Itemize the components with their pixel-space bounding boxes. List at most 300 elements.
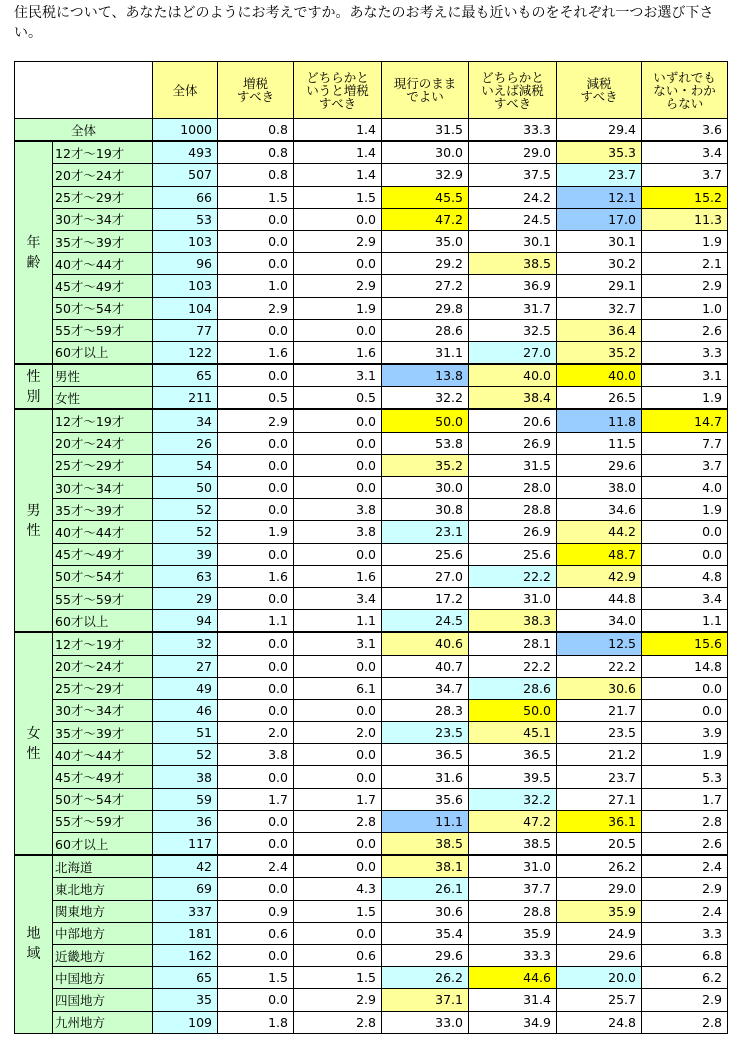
table-row: [15, 1011, 728, 1033]
value-cell: 25.6: [469, 543, 557, 565]
value-cell: 0.0: [218, 810, 294, 832]
value-cell: 1.5: [294, 967, 382, 989]
row-label: 25才～29才: [53, 454, 153, 476]
value-cell: 31.4: [469, 989, 557, 1011]
value-cell: 2.9: [294, 230, 382, 252]
value-cell: 14.8: [642, 655, 728, 677]
value-cell: 3.9: [642, 722, 728, 744]
value-cell: 31.0: [469, 855, 557, 878]
sample-size-cell: 63: [153, 565, 218, 587]
value-cell: 0.0: [218, 766, 294, 788]
value-cell: 29.6: [382, 944, 469, 966]
row-label: 60才以上: [53, 833, 153, 856]
row-label: 50才～54才: [53, 565, 153, 587]
value-cell: 2.1: [642, 253, 728, 275]
value-cell: 47.2: [469, 810, 557, 832]
column-header: いずれでも ない・わか らない: [642, 62, 728, 119]
question-text: 住民税について、あなたはどのようにお考えですか。あなたのお考えに最も近いものをそれぞれ一つお選び下さい。: [14, 5, 714, 41]
table-row: [15, 655, 728, 677]
value-cell: 3.1: [294, 364, 382, 387]
table-row: [15, 587, 728, 609]
sample-size-cell: 162: [153, 944, 218, 966]
row-label: 近畿地方: [53, 944, 153, 966]
value-cell: 28.0: [469, 477, 557, 499]
value-cell: 0.0: [218, 253, 294, 275]
table-row: [15, 319, 728, 341]
value-cell: 0.0: [294, 454, 382, 476]
table-row: [15, 632, 728, 655]
sample-size-cell: 109: [153, 1011, 218, 1033]
value-cell: 6.2: [642, 967, 728, 989]
value-cell: 50.0: [382, 409, 469, 432]
value-cell: 0.0: [294, 833, 382, 856]
value-cell: 0.0: [294, 543, 382, 565]
value-cell: 17.2: [382, 587, 469, 609]
value-cell: 33.0: [382, 1011, 469, 1033]
table-row: [15, 208, 728, 230]
total-label: 全体: [15, 119, 153, 142]
value-cell: 33.3: [469, 944, 557, 966]
value-cell: 3.4: [294, 587, 382, 609]
value-cell: 1.6: [218, 341, 294, 364]
value-cell: 40.7: [382, 655, 469, 677]
value-cell: 0.0: [294, 744, 382, 766]
value-cell: 36.5: [382, 744, 469, 766]
value-cell: 24.5: [469, 208, 557, 230]
value-cell: 35.2: [557, 341, 642, 364]
row-label: 35才～39才: [53, 499, 153, 521]
value-cell: 28.3: [382, 699, 469, 721]
table-row: [15, 409, 728, 432]
value-cell: 1.6: [294, 341, 382, 364]
value-cell: 0.0: [294, 409, 382, 432]
row-label: 60才以上: [53, 610, 153, 633]
value-cell: 0.5: [294, 387, 382, 410]
value-cell: 29.4: [557, 119, 642, 142]
row-label: 45才～49才: [53, 543, 153, 565]
value-cell: 45.1: [469, 722, 557, 744]
row-label: 45才～49才: [53, 766, 153, 788]
row-label: 30才～34才: [53, 699, 153, 721]
value-cell: 0.0: [218, 632, 294, 655]
column-header: どちらかと いうと増税 すべき: [294, 62, 382, 119]
value-cell: 35.6: [382, 788, 469, 810]
value-cell: 1.6: [218, 565, 294, 587]
value-cell: 44.8: [557, 587, 642, 609]
value-cell: 26.5: [557, 387, 642, 410]
value-cell: 15.6: [642, 632, 728, 655]
value-cell: 29.6: [557, 454, 642, 476]
value-cell: 34.6: [557, 499, 642, 521]
value-cell: 38.1: [382, 855, 469, 878]
value-cell: 36.4: [557, 319, 642, 341]
value-cell: 0.6: [294, 944, 382, 966]
value-cell: 0.5: [218, 387, 294, 410]
value-cell: 0.0: [294, 253, 382, 275]
value-cell: 38.5: [382, 833, 469, 856]
value-cell: 27.2: [382, 275, 469, 297]
value-cell: 1.1: [218, 610, 294, 633]
sample-size-cell: 94: [153, 610, 218, 633]
value-cell: 34.9: [469, 1011, 557, 1033]
header-row: [15, 62, 728, 119]
table-row: [15, 341, 728, 364]
table-row: [15, 297, 728, 319]
sample-size-cell: 46: [153, 699, 218, 721]
row-label: 東北地方: [53, 878, 153, 900]
value-cell: 3.1: [642, 364, 728, 387]
row-label: 45才～49才: [53, 275, 153, 297]
table-row: [15, 722, 728, 744]
value-cell: 28.1: [469, 632, 557, 655]
value-cell: 0.0: [218, 477, 294, 499]
value-cell: 31.1: [382, 341, 469, 364]
value-cell: 21.7: [557, 699, 642, 721]
table-row: [15, 230, 728, 252]
value-cell: 0.0: [642, 677, 728, 699]
value-cell: 36.9: [469, 275, 557, 297]
value-cell: 48.7: [557, 543, 642, 565]
value-cell: 37.7: [469, 878, 557, 900]
sample-size-cell: 54: [153, 454, 218, 476]
value-cell: 30.1: [469, 230, 557, 252]
value-cell: 1.9: [642, 230, 728, 252]
value-cell: 12.5: [557, 632, 642, 655]
row-label: 関東地方: [53, 900, 153, 922]
table-row: [15, 141, 728, 164]
value-cell: 38.5: [469, 253, 557, 275]
value-cell: 23.7: [557, 766, 642, 788]
total-row: [15, 119, 728, 142]
row-label: 50才～54才: [53, 297, 153, 319]
value-cell: 28.8: [469, 900, 557, 922]
sample-size-cell: 77: [153, 319, 218, 341]
row-label: 35才～39才: [53, 230, 153, 252]
sample-size-cell: 65: [153, 967, 218, 989]
value-cell: 1.7: [294, 788, 382, 810]
table-row: [15, 432, 728, 454]
value-cell: 24.9: [557, 922, 642, 944]
value-cell: 5.3: [642, 766, 728, 788]
table-row: [15, 186, 728, 208]
sample-size-cell: 50: [153, 477, 218, 499]
value-cell: 26.2: [382, 967, 469, 989]
sample-size-cell: 493: [153, 141, 218, 164]
value-cell: 26.1: [382, 878, 469, 900]
value-cell: 2.4: [642, 900, 728, 922]
value-cell: 0.0: [218, 432, 294, 454]
value-cell: 0.0: [218, 677, 294, 699]
row-label: 40才～44才: [53, 744, 153, 766]
row-label: 60才以上: [53, 341, 153, 364]
row-label: 30才～34才: [53, 208, 153, 230]
value-cell: 1.9: [642, 744, 728, 766]
value-cell: 0.0: [218, 944, 294, 966]
value-cell: 30.0: [382, 141, 469, 164]
value-cell: 1.5: [294, 900, 382, 922]
row-label: 50才～54才: [53, 788, 153, 810]
value-cell: 13.8: [382, 364, 469, 387]
table-row: [15, 944, 728, 966]
value-cell: 35.9: [557, 900, 642, 922]
value-cell: 1.7: [642, 788, 728, 810]
table-row: [15, 922, 728, 944]
value-cell: 2.0: [218, 722, 294, 744]
sample-size-cell: 52: [153, 521, 218, 543]
value-cell: 2.8: [642, 1011, 728, 1033]
table-row: [15, 565, 728, 587]
row-label: 55才～59才: [53, 319, 153, 341]
value-cell: 2.6: [642, 319, 728, 341]
value-cell: 15.2: [642, 186, 728, 208]
group-label: 性 別: [15, 364, 53, 409]
row-label: 40才～44才: [53, 521, 153, 543]
table-row: [15, 454, 728, 476]
value-cell: 45.5: [382, 186, 469, 208]
value-cell: 3.3: [642, 341, 728, 364]
value-cell: 35.2: [382, 454, 469, 476]
value-cell: 1.0: [218, 275, 294, 297]
row-label: 中国地方: [53, 967, 153, 989]
value-cell: 25.6: [382, 543, 469, 565]
value-cell: 2.4: [642, 855, 728, 878]
value-cell: 0.0: [218, 699, 294, 721]
value-cell: 1.5: [218, 967, 294, 989]
value-cell: 0.8: [218, 164, 294, 186]
value-cell: 38.3: [469, 610, 557, 633]
row-label: 四国地方: [53, 989, 153, 1011]
sample-size-cell: 59: [153, 788, 218, 810]
value-cell: 17.0: [557, 208, 642, 230]
group-label: 地 域: [15, 855, 53, 1033]
value-cell: 26.2: [557, 855, 642, 878]
value-cell: 2.9: [642, 878, 728, 900]
table-row: [15, 855, 728, 878]
column-header: どちらかと いえば減税 すべき: [469, 62, 557, 119]
sample-size-cell: 26: [153, 432, 218, 454]
sample-size-cell: 122: [153, 341, 218, 364]
value-cell: 34.0: [557, 610, 642, 633]
row-label: 12才～19才: [53, 632, 153, 655]
value-cell: 2.9: [218, 409, 294, 432]
value-cell: 39.5: [469, 766, 557, 788]
value-cell: 23.5: [382, 722, 469, 744]
value-cell: 23.7: [557, 164, 642, 186]
value-cell: 0.0: [294, 477, 382, 499]
sample-size-cell: 117: [153, 833, 218, 856]
value-cell: 0.0: [218, 655, 294, 677]
value-cell: 3.8: [294, 499, 382, 521]
value-cell: 1.9: [642, 387, 728, 410]
sample-size-cell: 1000: [153, 119, 218, 142]
value-cell: 2.8: [294, 810, 382, 832]
value-cell: 3.8: [294, 521, 382, 543]
sample-size-cell: 32: [153, 632, 218, 655]
value-cell: 0.0: [218, 364, 294, 387]
value-cell: 1.4: [294, 164, 382, 186]
value-cell: 24.2: [469, 186, 557, 208]
value-cell: 2.4: [218, 855, 294, 878]
value-cell: 0.0: [218, 587, 294, 609]
sample-size-cell: 66: [153, 186, 218, 208]
sample-size-cell: 39: [153, 543, 218, 565]
row-label: 20才～24才: [53, 655, 153, 677]
value-cell: 2.8: [642, 810, 728, 832]
value-cell: 0.0: [218, 543, 294, 565]
value-cell: 29.1: [557, 275, 642, 297]
value-cell: 2.9: [642, 989, 728, 1011]
value-cell: 32.5: [469, 319, 557, 341]
value-cell: 40.6: [382, 632, 469, 655]
value-cell: 11.8: [557, 409, 642, 432]
value-cell: 1.1: [294, 610, 382, 633]
value-cell: 20.0: [557, 967, 642, 989]
value-cell: 50.0: [469, 699, 557, 721]
row-label: 40才～44才: [53, 253, 153, 275]
value-cell: 32.2: [382, 387, 469, 410]
value-cell: 35.9: [469, 922, 557, 944]
row-label: 35才～39才: [53, 722, 153, 744]
table-row: [15, 810, 728, 832]
value-cell: 1.9: [294, 297, 382, 319]
value-cell: 29.0: [557, 878, 642, 900]
table-row: [15, 766, 728, 788]
sample-size-cell: 337: [153, 900, 218, 922]
table-row: [15, 275, 728, 297]
sample-size-cell: 49: [153, 677, 218, 699]
value-cell: 30.2: [557, 253, 642, 275]
value-cell: 30.8: [382, 499, 469, 521]
value-cell: 20.6: [469, 409, 557, 432]
value-cell: 22.2: [469, 655, 557, 677]
value-cell: 1.4: [294, 141, 382, 164]
row-label: 12才～19才: [53, 141, 153, 164]
value-cell: 23.5: [557, 722, 642, 744]
sample-size-cell: 35: [153, 989, 218, 1011]
value-cell: 33.3: [469, 119, 557, 142]
sample-size-cell: 27: [153, 655, 218, 677]
value-cell: 47.2: [382, 208, 469, 230]
table-row: [15, 543, 728, 565]
value-cell: 24.8: [557, 1011, 642, 1033]
value-cell: 4.0: [642, 477, 728, 499]
sample-size-cell: 96: [153, 253, 218, 275]
value-cell: 6.1: [294, 677, 382, 699]
value-cell: 31.5: [469, 454, 557, 476]
table-row: [15, 833, 728, 856]
header-blank-cell: [15, 62, 153, 119]
table-row: [15, 364, 728, 387]
value-cell: 30.6: [382, 900, 469, 922]
row-label: 20才～24才: [53, 164, 153, 186]
column-header: 現行のまま でよい: [382, 62, 469, 119]
value-cell: 1.6: [294, 565, 382, 587]
table-row: [15, 610, 728, 633]
value-cell: 12.1: [557, 186, 642, 208]
sample-size-cell: 34: [153, 409, 218, 432]
value-cell: 22.2: [557, 655, 642, 677]
row-label: 男性: [53, 364, 153, 387]
value-cell: 2.6: [642, 833, 728, 856]
value-cell: 0.0: [294, 855, 382, 878]
value-cell: 37.1: [382, 989, 469, 1011]
value-cell: 30.6: [557, 677, 642, 699]
sample-size-cell: 211: [153, 387, 218, 410]
value-cell: 25.7: [557, 989, 642, 1011]
table-row: [15, 900, 728, 922]
value-cell: 3.6: [642, 119, 728, 142]
value-cell: 0.0: [218, 989, 294, 1011]
value-cell: 35.0: [382, 230, 469, 252]
value-cell: 21.2: [557, 744, 642, 766]
value-cell: 0.0: [218, 833, 294, 856]
sample-size-cell: 507: [153, 164, 218, 186]
row-label: 25才～29才: [53, 186, 153, 208]
value-cell: 31.5: [382, 119, 469, 142]
value-cell: 29.0: [469, 141, 557, 164]
value-cell: 53.8: [382, 432, 469, 454]
value-cell: 31.6: [382, 766, 469, 788]
value-cell: 40.0: [469, 364, 557, 387]
value-cell: 6.8: [642, 944, 728, 966]
value-cell: 11.3: [642, 208, 728, 230]
row-label: 25才～29才: [53, 677, 153, 699]
value-cell: 2.9: [218, 297, 294, 319]
value-cell: 14.7: [642, 409, 728, 432]
table-row: [15, 788, 728, 810]
value-cell: 0.0: [218, 208, 294, 230]
value-cell: 26.9: [469, 521, 557, 543]
value-cell: 0.6: [218, 922, 294, 944]
value-cell: 0.0: [294, 699, 382, 721]
value-cell: 0.0: [294, 922, 382, 944]
value-cell: 38.4: [469, 387, 557, 410]
value-cell: 23.1: [382, 521, 469, 543]
value-cell: 2.9: [294, 275, 382, 297]
value-cell: 1.5: [294, 186, 382, 208]
value-cell: 0.8: [218, 141, 294, 164]
row-label: 北海道: [53, 855, 153, 878]
value-cell: 30.0: [382, 477, 469, 499]
table-row: [15, 744, 728, 766]
sample-size-cell: 103: [153, 230, 218, 252]
value-cell: 0.0: [218, 499, 294, 521]
table-row: [15, 387, 728, 410]
sample-size-cell: 38: [153, 766, 218, 788]
value-cell: 0.9: [218, 900, 294, 922]
row-label: 20才～24才: [53, 432, 153, 454]
sample-size-cell: 103: [153, 275, 218, 297]
row-label: 12才～19才: [53, 409, 153, 432]
column-header: 増税 すべき: [218, 62, 294, 119]
value-cell: 28.6: [382, 319, 469, 341]
value-cell: 42.9: [557, 565, 642, 587]
value-cell: 0.8: [218, 119, 294, 142]
value-cell: 36.5: [469, 744, 557, 766]
value-cell: 38.0: [557, 477, 642, 499]
value-cell: 0.0: [642, 543, 728, 565]
value-cell: 11.1: [382, 810, 469, 832]
value-cell: 27.0: [382, 565, 469, 587]
value-cell: 31.7: [469, 297, 557, 319]
value-cell: 0.0: [294, 208, 382, 230]
value-cell: 38.5: [469, 833, 557, 856]
value-cell: 36.1: [557, 810, 642, 832]
value-cell: 3.1: [294, 632, 382, 655]
value-cell: 3.7: [642, 164, 728, 186]
value-cell: 1.5: [218, 186, 294, 208]
value-cell: 0.0: [294, 432, 382, 454]
